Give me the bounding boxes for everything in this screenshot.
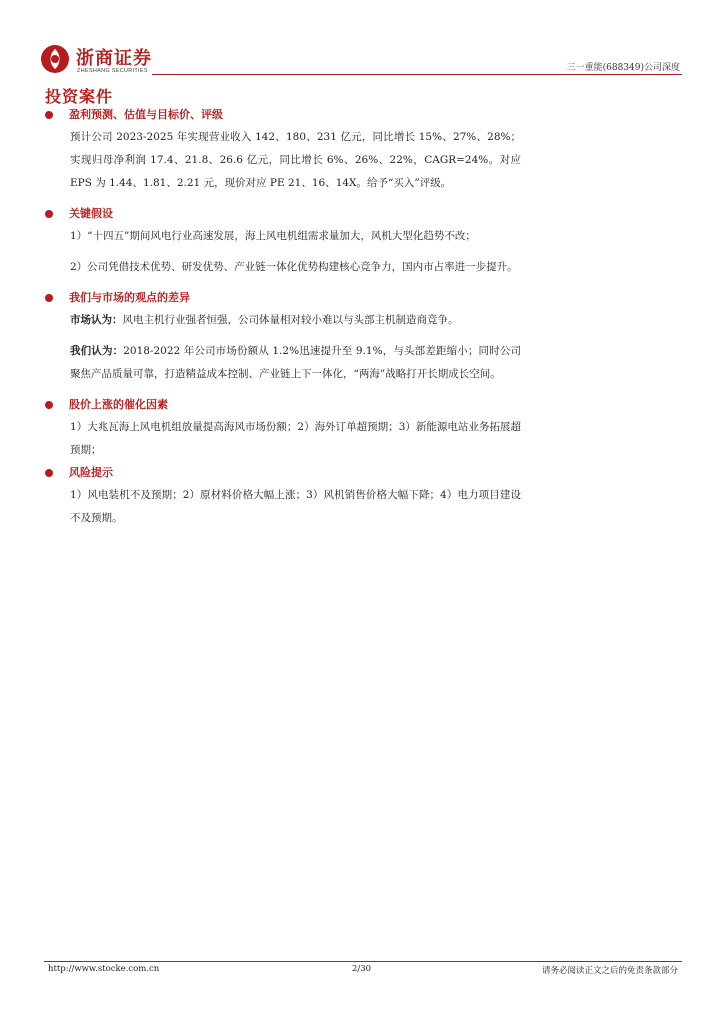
paragraph: [70, 309, 521, 332]
section-heading: [45, 464, 521, 482]
paragraph: 1）大兆瓦海上风电机组放量提高海风市场份额；2）海外订单超预期；3）新能源电站业务拓展超预期；: [70, 421, 521, 456]
paragraph-text: 2018-2022 年公司市场份额从 1.2%迅速提升至 9.1%，与头部差距缩小；同时公司聚焦产品质量可靠，打造精益成本控制、产业链上下一体化，“两海”战略打开长期成长空间。: [70, 345, 521, 380]
paragraph-lead: 我们认为：: [70, 345, 124, 357]
page-header: [0, 0, 724, 80]
section-heading-text: 关键假设: [69, 207, 113, 220]
footer-disclaimer: 请务必阅读正文之后的免责条款部分: [541, 966, 678, 976]
footer-divider: [44, 961, 682, 962]
paragraph-text: 风电主机行业强者恒强，公司体量相对较小难以与头部主机制造商竞争。: [122, 314, 459, 326]
section-heading-text: 我们与市场的观点的差异: [69, 291, 190, 304]
paragraph: 1）风电装机不及预期；2）原材料价格大幅上涨；3）风机销售价格大幅下降；4）电力项目建设不及预期。: [70, 489, 521, 524]
paragraph: 预计公司 2023-2025 年实现营业收入 142、180、231 亿元，同比增长 15%、27%、28%；实现归母净利润 17.4、21.8、26.6 亿元，同比增长 6%、26%、22%，CAGR=24%。对应 EPS 为 1.44、1.81、2.21 元，现价对应 PE 21、16、14X。给予“买入”评级。: [70, 131, 521, 189]
footer-url: http://www.stocke.com.cn: [48, 964, 160, 974]
paragraph: 2）公司凭借技术优势、研发优势、产业链一体化优势构建核心竞争力，国内市占率进一步提升。: [70, 261, 518, 273]
page-number: 2/30: [352, 964, 372, 974]
bullet-icon: [45, 401, 53, 409]
bullet-icon: [45, 294, 53, 302]
paragraph: [70, 340, 521, 386]
section-heading-text: 盈利预测、估值与目标价、评级: [69, 108, 223, 121]
document-title: 三一重能(688349)公司深度: [566, 63, 680, 73]
brand-name: 浙商证券: [76, 48, 152, 69]
bullet-icon: [45, 469, 53, 477]
bullet-icon: [45, 210, 53, 218]
section-title: 投资案件: [45, 87, 114, 106]
main-content: [45, 106, 521, 530]
section-heading-text: 风险提示: [69, 466, 113, 479]
section-heading: [45, 289, 521, 307]
header-divider: [152, 74, 682, 75]
brand-name-en: ZHESHANG SECURITIES: [77, 68, 148, 74]
paragraph: 1）“十四五”期间风电行业高速发展，海上风电机组需求量加大，风机大型化趋势不改；: [70, 230, 476, 242]
bullet-icon: [45, 111, 53, 119]
section-heading: [45, 106, 521, 124]
section-heading: [45, 396, 521, 414]
section-heading: [45, 205, 521, 223]
section-heading-text: 股价上涨的催化因素: [69, 398, 168, 411]
paragraph-lead: 市场认为：: [70, 314, 123, 326]
zheshang-logo-icon: [40, 44, 70, 74]
